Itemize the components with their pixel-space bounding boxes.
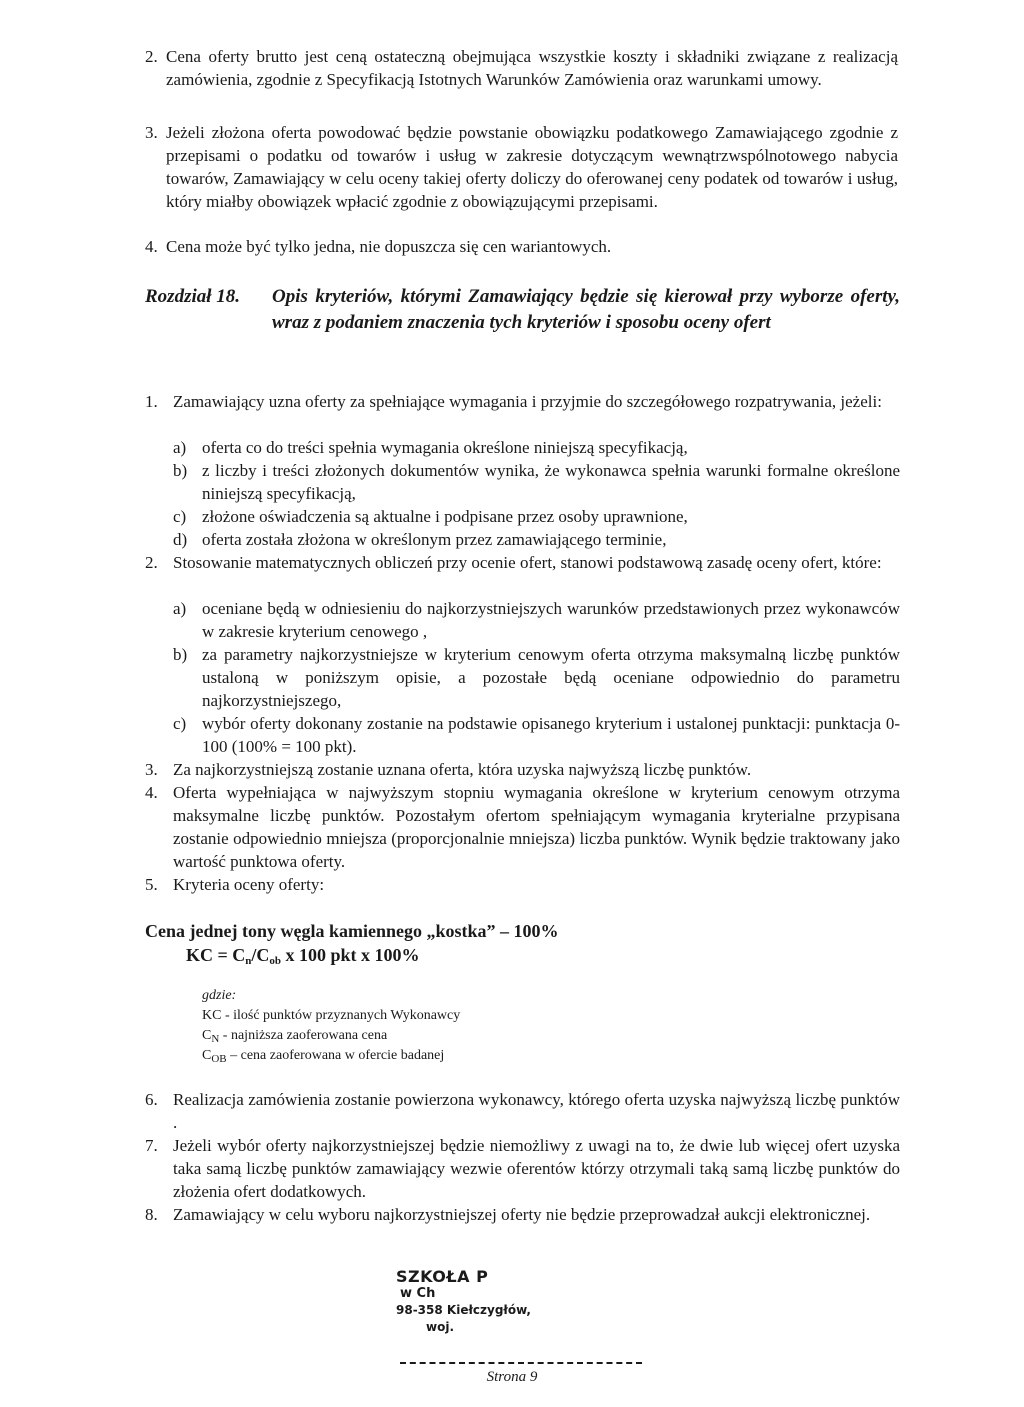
s2-item-c: wybór oferty dokonany zostanie na podstawie opisanego kryterium i ustalonej punktacji: punktacja 0-100 (100% = 100 pkt). [202, 714, 900, 756]
stamp-line-1: SZKOŁA P [396, 1267, 489, 1286]
formula-line [186, 944, 420, 973]
def-text: – cena zaoferowana w ofercie badanej [230, 1048, 445, 1063]
item-number: 2. [145, 553, 158, 572]
formula-slash: /C [251, 945, 270, 965]
formula-c: C [232, 945, 246, 965]
paragraph-3: Jeżeli złożona oferta powodować będzie powstanie obowiązku podatkowego Zamawiającego zgodnie z przepisami o podatku od towarów i usług w zakresie dotyczącym wewnątrzwspólnotowego nabycia towarów, Zamawiający w celu oceny takiej oferty doliczy do oferowanej ceny podatek od towarów i usług, który miałby obowiązek wpłacić zgodnie z obowiązującymi przepisami. [166, 123, 898, 211]
chapter-label: Rozdział 18. [145, 286, 241, 307]
list-letter: a) [173, 599, 187, 618]
paragraph-2: Cena oferty brutto jest ceną ostateczną obejmująca wszystkie koszty i składniki związane z realizacją zamówienia, zgodnie z Specyfikacją Istotnych Warunków Zamówienia oraz warunkami umowy. [166, 47, 898, 89]
school-stamp [396, 1268, 656, 1336]
formula-sub-ob: ob [269, 955, 282, 967]
formula-sub-n: n [245, 955, 252, 967]
item-number: 7. [145, 1136, 158, 1155]
list-letter: b) [173, 461, 188, 480]
page-number: Strona 9 [486, 1369, 538, 1385]
def-text: - najniższa zaoferowana cena [222, 1028, 388, 1043]
list-letter: d) [173, 530, 188, 549]
criterion-title: Cena jednej tony węgla kamiennego „kostka” – 100% [145, 921, 559, 941]
def-symbol: C [202, 1048, 212, 1063]
list-letter: b) [173, 645, 188, 664]
item-number: 5. [145, 875, 158, 894]
stamp-line-2: w Ch [400, 1286, 436, 1301]
item-number: 6. [145, 1090, 158, 1109]
paragraph-4: Cena może być tylko jedna, nie dopuszcza się cen wariantowych. [166, 237, 612, 256]
list-letter: c) [173, 714, 187, 733]
s1-item-a: oferta co do treści spełnia wymagania określone niniejszą specyfikacją, [202, 438, 688, 457]
item-number: 3. [145, 123, 158, 142]
s1-item-d: oferta została złożona w określonym przez zamawiającego terminie, [202, 530, 667, 549]
item-number: 1. [145, 392, 158, 411]
s1-item-c: złożone oświadczenia są aktualne i podpisane przez osoby uprawnione, [202, 507, 688, 526]
s2-intro: Stosowanie matematycznych obliczeń przy ocenie ofert, stanowi podstawową zasadę oceny ofert, które: [173, 553, 882, 572]
def-subscript: N [211, 1033, 220, 1045]
s6-text: Realizacja zamówienia zostanie powierzona wykonawcy, którego oferta uzyska najwyższą liczbę punktów . [173, 1090, 900, 1132]
s2-item-a: oceniane będą w odniesieniu do najkorzystniejszych warunków przedstawionych przez wykonawców w zakresie kryterium cenowego , [202, 599, 900, 641]
formula-kc: KC = [186, 945, 228, 965]
def-symbol: C [202, 1028, 212, 1043]
chapter-title: Opis kryteriów, którymi Zamawiający będzie się kierował przy wyborze oferty, wraz z podaniem znaczenia tych kryteriów i sposobu oceny ofert [272, 286, 900, 333]
formula-def-kc: KC - ilość punktów przyznanych Wykonawcy [202, 1008, 461, 1023]
s3-text: Za najkorzystniejszą zostanie uznana oferta, która uzyska najwyższą liczbę punktów. [173, 760, 752, 779]
s4-text: Oferta wypełniająca w najwyższym stopniu wymagania określone w kryterium cenowym otrzyma maksymalne liczbę punktów. Pozostałym ofertom spełniającym wymagania kryterialne przypisana zostanie odpowiednio mniejsza (proporcjonalnie mniejsza) liczba punktów. Wynik będzie traktowany jako wartość punktowa oferty. [173, 783, 900, 871]
stamp-line-4: woj. [426, 1320, 455, 1334]
s2-item-b: za parametry najkorzystniejsze w kryterium cenowym oferta otrzyma maksymalną liczbę punktów ustaloną w poniższym opisie, a pozostałe będą oceniane odpowiednio do parametru najkorzystniejszego, [202, 645, 900, 710]
item-number: 4. [145, 237, 158, 256]
list-letter: a) [173, 438, 187, 457]
item-number: 4. [145, 783, 158, 802]
formula-rest: x 100 pkt x 100% [285, 945, 420, 965]
def-subscript: OB [211, 1053, 227, 1065]
formula-def-cob [202, 1046, 444, 1069]
signature-line [400, 1362, 642, 1364]
item-number: 3. [145, 760, 158, 779]
s1-item-b: z liczby i treści złożonych dokumentów wynika, że wykonawca spełnia warunki formalne określone niniejszą specyfikacją, [202, 461, 900, 503]
item-number: 8. [145, 1205, 158, 1224]
s8-text: Zamawiający w celu wyboru najkorzystniejszej oferty nie będzie przeprowadzał aukcji elektronicznej. [173, 1205, 871, 1224]
item-number: 2. [145, 47, 158, 66]
stamp-line-3: 98-358 Kiełczygłów, [396, 1303, 531, 1317]
s5-text: Kryteria oceny oferty: [173, 875, 325, 894]
s7-text: Jeżeli wybór oferty najkorzystniejszej będzie niemożliwy z uwagi na to, że dwie lub więcej ofert uzyska taka samą liczbę punktów zamawiający wezwie oferentów którzy otrzymali taką samą liczbę punktów do złożenia ofert dodatkowych. [173, 1136, 900, 1201]
formula-where: gdzie: [202, 988, 237, 1003]
s1-intro: Zamawiający uzna oferty za spełniające wymagania i przyjmie do szczegółowego rozpatrywania, jeżeli: [173, 392, 882, 411]
list-letter: c) [173, 507, 187, 526]
